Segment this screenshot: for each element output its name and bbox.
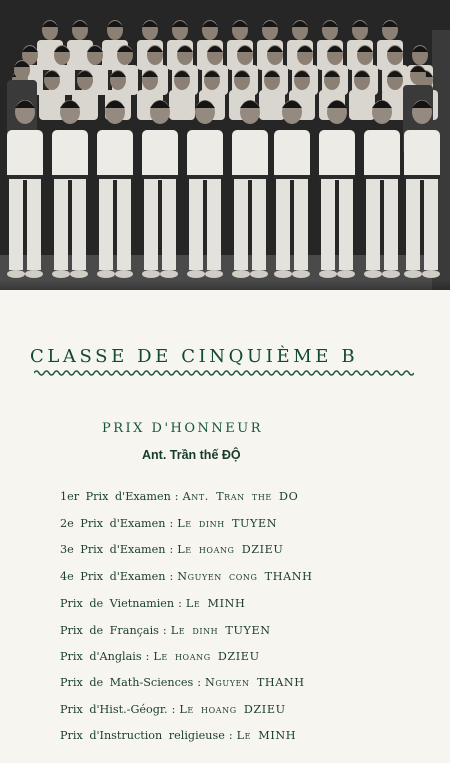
- prize-winner: Le hoang DZIEU: [179, 703, 286, 716]
- prize-line: [60, 650, 260, 663]
- prize-separator: :: [174, 490, 179, 503]
- prize-winner: Le MINH: [185, 597, 246, 610]
- prize-line: [60, 597, 245, 610]
- prize-label: Prix d'Hist.-Géogr.: [60, 703, 168, 716]
- prize-line: [60, 729, 296, 742]
- prize-label: Prix de Math-Sciences: [60, 676, 194, 689]
- prize-winner: Nguyen cong THANH: [177, 570, 313, 583]
- prize-line: [60, 543, 283, 556]
- prize-line: [60, 703, 286, 716]
- prize-line: [60, 570, 313, 583]
- prize-winner: Le dinh TUYEN: [170, 624, 271, 637]
- prize-winner: Le hoang DZIEU: [153, 650, 260, 663]
- class-title: CLASSE DE CINQUIÈME B: [30, 346, 359, 367]
- prize-line: [60, 517, 277, 530]
- prize-label: 1er Prix d'Examen: [60, 490, 171, 503]
- prize-winner: Nguyen THANH: [205, 676, 305, 689]
- prize-separator: :: [145, 650, 150, 663]
- prize-line: [60, 490, 298, 503]
- honor-prize-title: PRIX D'HONNEUR: [102, 421, 264, 436]
- prize-winner: Le dinh TUYEN: [177, 517, 278, 530]
- prize-separator: :: [197, 676, 202, 689]
- prize-separator: :: [171, 703, 176, 716]
- prize-separator: :: [178, 597, 182, 610]
- prize-label: Prix de Vietnamien: [60, 597, 175, 610]
- prize-separator: :: [162, 624, 167, 637]
- prize-line: [60, 676, 305, 689]
- prize-separator: :: [169, 543, 174, 556]
- prize-label: Prix d'Instruction religieuse: [60, 729, 225, 742]
- prize-label: Prix de Français: [60, 624, 159, 637]
- prize-label: Prix d'Anglais: [60, 650, 142, 663]
- prize-winner: Le hoang DZIEU: [177, 543, 284, 556]
- prize-separator: :: [169, 570, 174, 583]
- prize-winner: Le MINH: [236, 729, 297, 742]
- honor-prize-winner: Ant. Trần thế ĐỘ: [142, 448, 241, 462]
- prize-winner: Ant. Tran the DO: [182, 490, 299, 503]
- prize-separator: :: [169, 517, 174, 530]
- prize-label: 4e Prix d'Examen: [60, 570, 166, 583]
- prize-label: 3e Prix d'Examen: [60, 543, 166, 556]
- prize-separator: :: [228, 729, 233, 742]
- prize-line: [60, 624, 271, 637]
- prize-label: 2e Prix d'Examen: [60, 517, 166, 530]
